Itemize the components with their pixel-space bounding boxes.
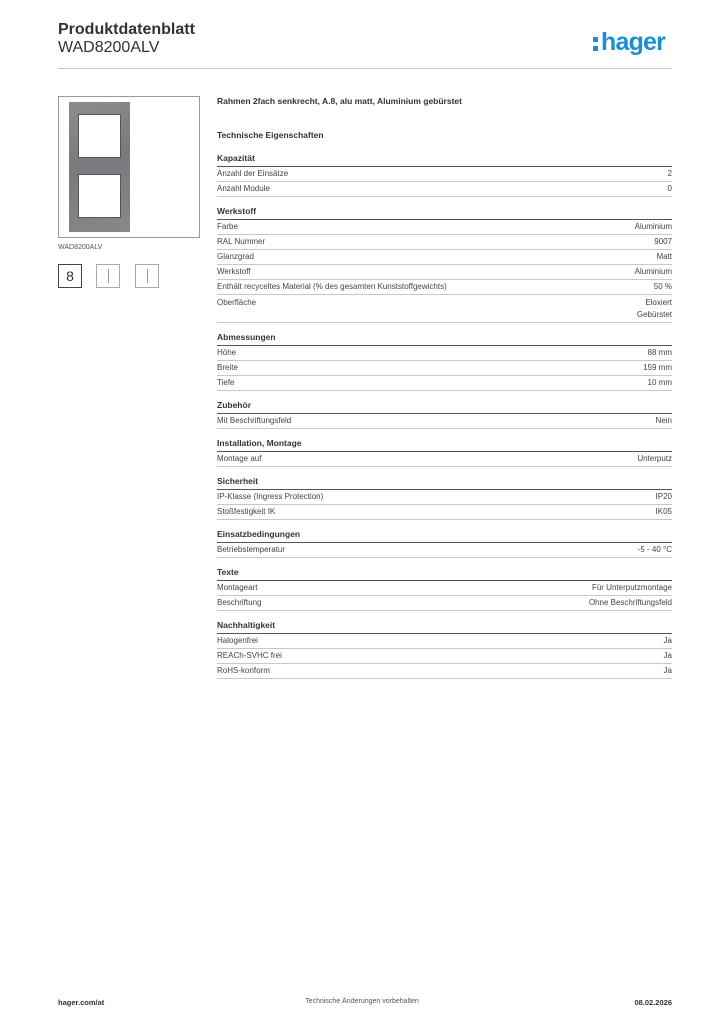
spec-panel (217, 96, 672, 679)
spec-row (217, 361, 672, 376)
spec-value: Für Unterputzmontage (591, 583, 672, 592)
article-number: WAD8200ALV (58, 39, 160, 56)
spec-value: Aluminium (634, 267, 672, 276)
spec-label: Betriebstemperatur (217, 545, 286, 554)
spec-row (217, 543, 672, 558)
section-title: Texte (217, 567, 672, 581)
spec-value: Matt (656, 252, 672, 261)
spec-section (217, 438, 672, 467)
spec-value: Ja (663, 666, 672, 675)
spec-label: Werkstoff (217, 267, 251, 276)
spec-section (217, 476, 672, 520)
spec-value: 2 (667, 169, 672, 178)
section-title: Abmessungen (217, 332, 672, 346)
spec-row (217, 265, 672, 280)
frame-opening-bottom (78, 174, 121, 218)
image-caption: WAD8200ALV (58, 244, 103, 251)
spec-row (217, 346, 672, 361)
spec-value-line: Eloxiert (645, 298, 672, 307)
spec-value: 88 mm (647, 348, 672, 357)
spec-label: Beschriftung (217, 598, 262, 607)
spec-label: Tiefe (217, 378, 235, 387)
section-title: Kapazität (217, 153, 672, 167)
section-title: Nachhaltigkeit (217, 620, 672, 634)
spec-row (217, 250, 672, 265)
hager-logo (593, 27, 665, 57)
spec-label: IP-Klasse (Ingress Protection) (217, 492, 324, 501)
spec-row (217, 167, 672, 182)
spec-row (217, 182, 672, 197)
spec-label: Mit Beschriftungsfeld (217, 416, 292, 425)
spec-label: Anzahl der Einsätze (217, 169, 289, 178)
spec-row (217, 235, 672, 250)
variant-glyph: 8 (66, 268, 74, 284)
line-icon (147, 269, 148, 283)
spec-label: Halogenfrei (217, 636, 258, 645)
variant-3-icon[interactable] (135, 264, 159, 288)
spec-value: Unterputz (637, 454, 672, 463)
frame-opening-top (78, 114, 121, 158)
spec-section (217, 620, 672, 679)
spec-value: Ja (663, 651, 672, 660)
spec-label: Enthält recyceltes Material (% des gesamten Kunststoffgewichts) (217, 282, 447, 291)
tech-properties-heading: Technische Eigenschaften (217, 130, 324, 140)
spec-section (217, 206, 672, 323)
spec-value-line: Gebürstet (636, 309, 672, 319)
page-title: Produktdatenblatt (58, 21, 195, 38)
spec-row (217, 634, 672, 649)
spec-value: IK05 (655, 507, 672, 516)
spec-value (637, 297, 672, 320)
spec-row (217, 596, 672, 611)
spec-label: Montage auf (217, 454, 262, 463)
spec-row (217, 295, 672, 323)
spec-label: Höhe (217, 348, 237, 357)
line-icon (108, 269, 109, 283)
spec-label: Farbe (217, 222, 238, 231)
spec-label: REACh-SVHC frei (217, 651, 282, 660)
spec-row (217, 490, 672, 505)
spec-row (217, 414, 672, 429)
spec-section (217, 567, 672, 611)
spec-section (217, 332, 672, 391)
footer-website[interactable]: hager.com/at (58, 998, 105, 1007)
spec-label: Montageart (217, 583, 258, 592)
spec-value: Ohne Beschriftungsfeld (588, 598, 672, 607)
section-title: Zubehör (217, 400, 672, 414)
spec-label: RAL Nummer (217, 237, 266, 246)
spec-row (217, 280, 672, 295)
spec-row (217, 220, 672, 235)
spec-value: 9007 (654, 237, 672, 246)
section-title: Sicherheit (217, 476, 672, 490)
spec-value: IP20 (655, 492, 672, 501)
spec-row (217, 649, 672, 664)
spec-row (217, 581, 672, 596)
section-title: Werkstoff (217, 206, 672, 220)
header-divider (58, 68, 672, 69)
spec-value: 50 % (653, 282, 672, 291)
variant-1-icon[interactable] (58, 264, 82, 288)
spec-section (217, 400, 672, 429)
logo-text: hager (601, 28, 666, 56)
product-name: Rahmen 2fach senkrecht, A.8, alu matt, Aluminium gebürstet (217, 96, 462, 106)
spec-row (217, 664, 672, 679)
spec-value: Nein (655, 416, 672, 425)
spec-row (217, 505, 672, 520)
spec-sections (217, 153, 672, 679)
spec-value: -5 - 40 °C (637, 545, 672, 554)
spec-value: Aluminium (634, 222, 672, 231)
spec-label: Anzahl Module (217, 184, 270, 193)
spec-label: Breite (217, 363, 238, 372)
spec-section (217, 153, 672, 197)
spec-label: Stoßfestigkeit IK (217, 507, 276, 516)
section-title: Installation, Montage (217, 438, 672, 452)
spec-label: Oberfläche (217, 298, 257, 307)
footer-date: 08.02.2026 (634, 998, 672, 1007)
logo-colon-icon (593, 34, 599, 52)
footer-disclaimer: Technische Änderungen vorbehalten (305, 998, 419, 1005)
spec-value: 159 mm (643, 363, 672, 372)
spec-value: Ja (663, 636, 672, 645)
spec-row (217, 452, 672, 467)
variant-2-icon[interactable] (96, 264, 120, 288)
section-title: Einsatzbedingungen (217, 529, 672, 543)
spec-row (217, 376, 672, 391)
spec-value: 0 (667, 184, 672, 193)
spec-section (217, 529, 672, 558)
spec-value: 10 mm (647, 378, 672, 387)
frame-illustration (69, 102, 130, 232)
spec-label: Glanzgrad (217, 252, 254, 261)
product-image (58, 96, 200, 238)
spec-label: RoHS-konform (217, 666, 270, 675)
